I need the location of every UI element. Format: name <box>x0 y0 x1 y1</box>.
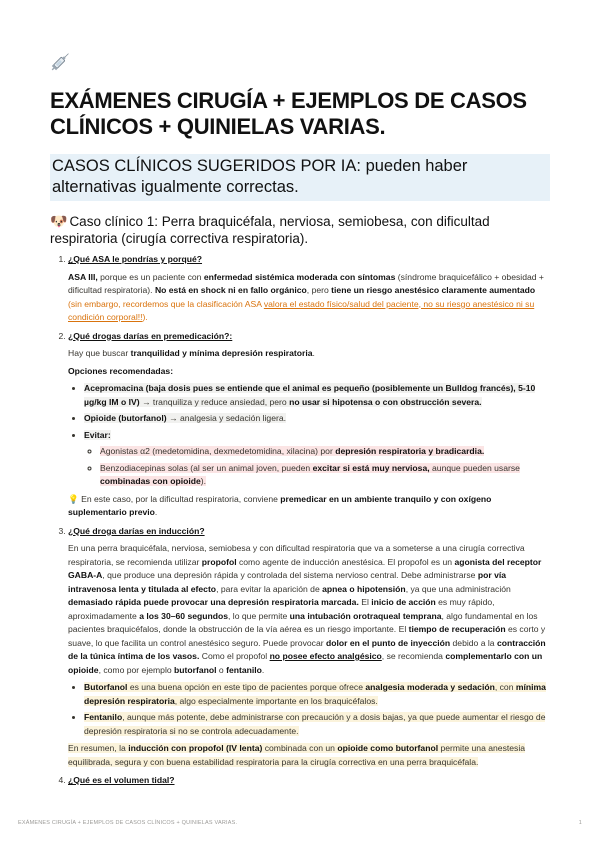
question-item-3 <box>68 525 550 770</box>
question-item-1 <box>68 253 550 325</box>
option-evitar: • Evitar: ◦ Agonistas α2 (medetomidina, dexmedetomidina, xilacina) por depresión respiratoria y bradicardia. ◦ Benzodiacepinas solas (al ser un animal joven, pueden excitar si está muy nerviosa, aunque pueden usarse combinadas con opioide). <box>84 429 550 489</box>
page-footer <box>18 820 582 826</box>
case-heading-text: Caso clínico 1: Perra braquicéfala, nerviosa, semiobesa, con dificultad respiratoria (cirugía correctiva respiratoria). <box>50 214 490 246</box>
opioid-list <box>68 681 550 738</box>
induction-summary: En resumen, la inducción con propofol (IV lenta) combinada con un opioide como butorfanol permite una anestesia equilibrada, segura y con buena estabilidad respiratoria para la cirugía correctiva en una perra braquicéfala. <box>68 743 526 767</box>
footer-title: EXÁMENES CIRUGÍA + EJEMPLOS DE CASOS CLÍNICOS + QUINIELAS VARIAS. <box>18 820 238 826</box>
question-3: ¿Qué droga darías en inducción? <box>68 525 205 536</box>
options-label: Opciones recomendadas: <box>68 365 174 376</box>
dog-icon: 🐶 <box>50 213 68 229</box>
answer-1: ASA III, porque es un paciente con enfermedad sistémica moderada con síntomas (síndrome braquicefálico + obesidad + dificultad respiratoria). No está en shock ni en fallo orgánico, pero tiene un riesgo anestésico claramente aumentado (sin embargo, recordemos que la clasificación ASA valora el estado físico/salud del paciente, no su riesgo anestésico ni su condición corporal!!). <box>68 271 544 322</box>
page-number: 1 <box>578 820 582 826</box>
option-opioide: • Opioide (butorfanol) → analgesia y sedación ligera. <box>84 412 550 426</box>
avoid-benzodiacepinas: ◦ Benzodiacepinas solas (al ser un animal joven, pueden excitar si está muy nerviosa, aunque pueden usarse combinadas con opioide). <box>100 462 550 489</box>
document-page <box>50 48 550 793</box>
syringe-icon <box>50 48 550 82</box>
premed-intro: Hay que buscar tranquilidad y mínima depresión respiratoria. <box>68 348 315 358</box>
question-2: ¿Qué drogas darías en premedicación?: <box>68 330 233 341</box>
avoid-list <box>84 445 550 489</box>
page-title: EXÁMENES CIRUGÍA + EJEMPLOS DE CASOS CLÍNICOS + QUINIELAS VARIAS. <box>50 88 527 139</box>
avoid-agonistas: ◦ Agonistas α2 (medetomidina, dexmedetomidina, xilacina) por depresión respiratoria y bradicardia. <box>100 445 550 459</box>
question-4: ¿Qué es el volumen tidal? <box>68 775 175 785</box>
case-heading <box>50 213 550 247</box>
option-acepromacina: • Acepromacina (baja dosis pues se entiende que el animal es pequeño (posiblemente un Bulldog francés), 5-10 µg/kg IM o IV) → tranquiliza y reduce ansiedad, pero no usar si hipotensa o con obstrucción severa. <box>84 382 550 409</box>
question-1: ¿Qué ASA le pondrías y porqué? <box>68 254 203 264</box>
induction-paragraph: En una perra braquicéfala, nerviosa, semiobesa y con dificultad respiratoria que va a someterse a una cirugía correctiva respiratoria, se recomienda utilizar propofol como agente de inducción anestésica. El propofol es un agonista del receptor GABA-A, que produce una depresión rápida y controlada del sistema nervioso central. Debe administrarse por vía intravenosa lenta y titulada al efecto, para evitar la aparición de apnea o hipotensión, ya que una administración demasiado rápida puede provocar una depresión respiratoria marcada. El inicio de acción es muy rápido, aproximadamente a los 30–60 segundos, lo que permite una intubación orotraqueal temprana, algo fundamental en los pacientes braquicéfalos, donde la obstrucción de la vía aérea es un riesgo importante. El tiempo de recuperación es corto y suave, lo que facilita un control anestésico seguro. Puede provocar dolor en el punto de inyección debido a la contracción de la túnica íntima de los vasos. Como el propofol no posee efecto analgésico, se recomienda complementarlo con un opioide, como por ejemplo butorfanol o fentanilo. <box>68 543 546 675</box>
premed-tip: 💡 En este caso, por la dificultad respiratoria, conviene premedicar en un ambiente tranquilo y con oxígeno suplementario previo. <box>68 493 492 517</box>
opioid-fentanilo: • Fentanilo, aunque más potente, debe administrarse con precaución y a dosis bajas, ya que puede aumentar el riesgo de depresión respiratoria si no se controla adecuadamente. <box>84 711 550 738</box>
options-list <box>68 382 550 489</box>
section-heading: CASOS CLÍNICOS SUGERIDOS POR IA: pueden haber alternativas igualmente correctas. <box>50 154 550 201</box>
opioid-butorfanol: • Butorfanol es una buena opción en este tipo de pacientes porque ofrece analgesia moderada y sedación, con mínima depresión respiratoria, algo especialmente importante en los braquicéfalos. <box>84 681 550 708</box>
lightbulb-icon: 💡 <box>68 493 79 504</box>
question-item-2 <box>68 330 550 520</box>
question-item-4 <box>68 774 550 788</box>
question-list <box>50 253 550 788</box>
